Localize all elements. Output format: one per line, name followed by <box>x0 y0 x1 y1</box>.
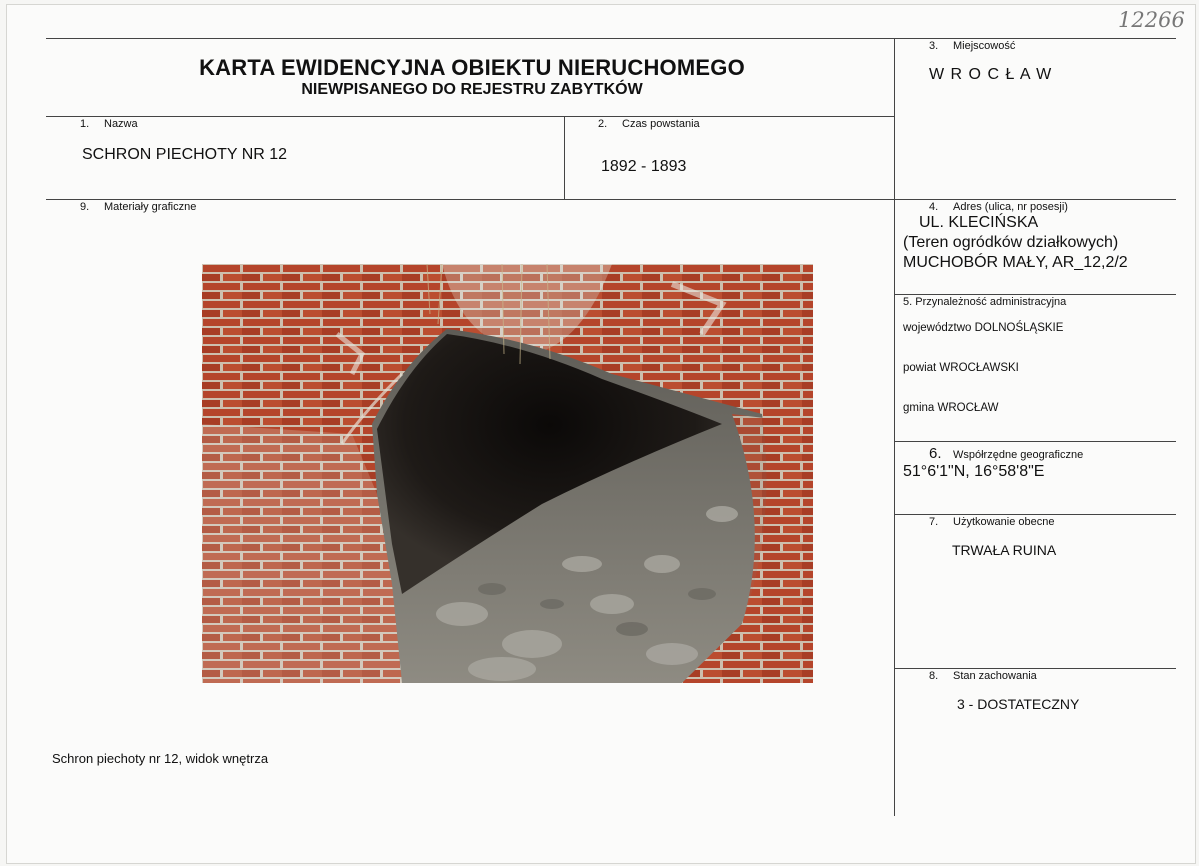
divider <box>894 441 1176 442</box>
divider <box>564 116 565 199</box>
field-label-text: Nazwa <box>104 118 138 130</box>
czas-value: 1892 - 1893 <box>601 158 687 175</box>
field-number: 9. <box>80 201 90 213</box>
uzytkowanie-value: TRWAŁA RUINA <box>952 542 1057 558</box>
field-label-text: Adres (ulica, nr posesji) <box>953 201 1068 213</box>
divider <box>894 514 1176 515</box>
miejscowosc-value: W R O C Ł A W <box>929 66 1053 83</box>
field-label-materialy <box>80 201 196 213</box>
field-number: 4. <box>929 201 939 213</box>
field-label-uzytkowanie <box>929 516 1055 528</box>
field-number: 2. <box>598 118 608 130</box>
nazwa-value: SCHRON PIECHOTY NR 12 <box>82 146 288 163</box>
powiat-value: powiat WROCŁAWSKI <box>903 362 1019 374</box>
field-label-text: Miejscowość <box>953 40 1016 52</box>
adres-line3: MUCHOBÓR MAŁY, AR_12,2/2 <box>903 254 1128 271</box>
field-label-text: Przynależność administracyjna <box>915 296 1067 308</box>
field-label-przynaleznosc <box>903 296 1066 308</box>
divider <box>894 294 1176 295</box>
field-number: 3. <box>929 40 939 52</box>
divider <box>46 116 894 117</box>
wojewodztwo-value: województwo DOLNOŚLĄSKIE <box>903 322 1064 334</box>
wspolrzedne-value: 51°6'1"N, 16°58'8"E <box>903 463 1045 480</box>
field-label-stan <box>929 670 1037 682</box>
field-number: 8. <box>929 670 939 682</box>
field-label-text: Materiały graficzne <box>104 201 197 213</box>
divider <box>894 38 895 816</box>
divider <box>894 668 1176 669</box>
field-number: 5. <box>903 296 913 308</box>
page-title: KARTA EWIDENCYJNA OBIEKTU NIERUCHOMEGO <box>199 55 745 80</box>
stan-value: 3 - DOSTATECZNY <box>957 696 1080 712</box>
field-label-wspolrzedne <box>929 445 1083 462</box>
field-label-text: Czas powstania <box>622 118 700 130</box>
page-subtitle: NIEWPISANEGO DO REJESTRU ZABYTKÓW <box>301 81 643 98</box>
handwritten-number: 12266 <box>1118 8 1185 32</box>
photo-caption: Schron piechoty nr 12, widok wnętrza <box>52 751 269 766</box>
adres-line2: (Teren ogródków działkowych) <box>903 234 1119 251</box>
field-label-miejscowosc <box>929 40 1015 52</box>
divider <box>46 199 1176 200</box>
gmina-value: gmina WROCŁAW <box>903 402 999 414</box>
field-label-adres <box>929 201 1068 213</box>
field-label-czas <box>598 118 700 130</box>
photo-illustration <box>202 264 813 683</box>
field-label-text: Użytkowanie obecne <box>953 516 1055 528</box>
field-label-nazwa <box>80 118 138 130</box>
adres-line1: UL. KLECIŃSKA <box>919 214 1039 231</box>
field-label-text: Współrzędne geograficzne <box>953 449 1084 461</box>
field-label-text: Stan zachowania <box>953 670 1037 682</box>
field-number: 7. <box>929 516 939 528</box>
divider <box>46 38 1176 39</box>
field-number: 6. <box>929 445 942 462</box>
bunker-interior-photo <box>202 264 813 683</box>
field-number: 1. <box>80 118 90 130</box>
